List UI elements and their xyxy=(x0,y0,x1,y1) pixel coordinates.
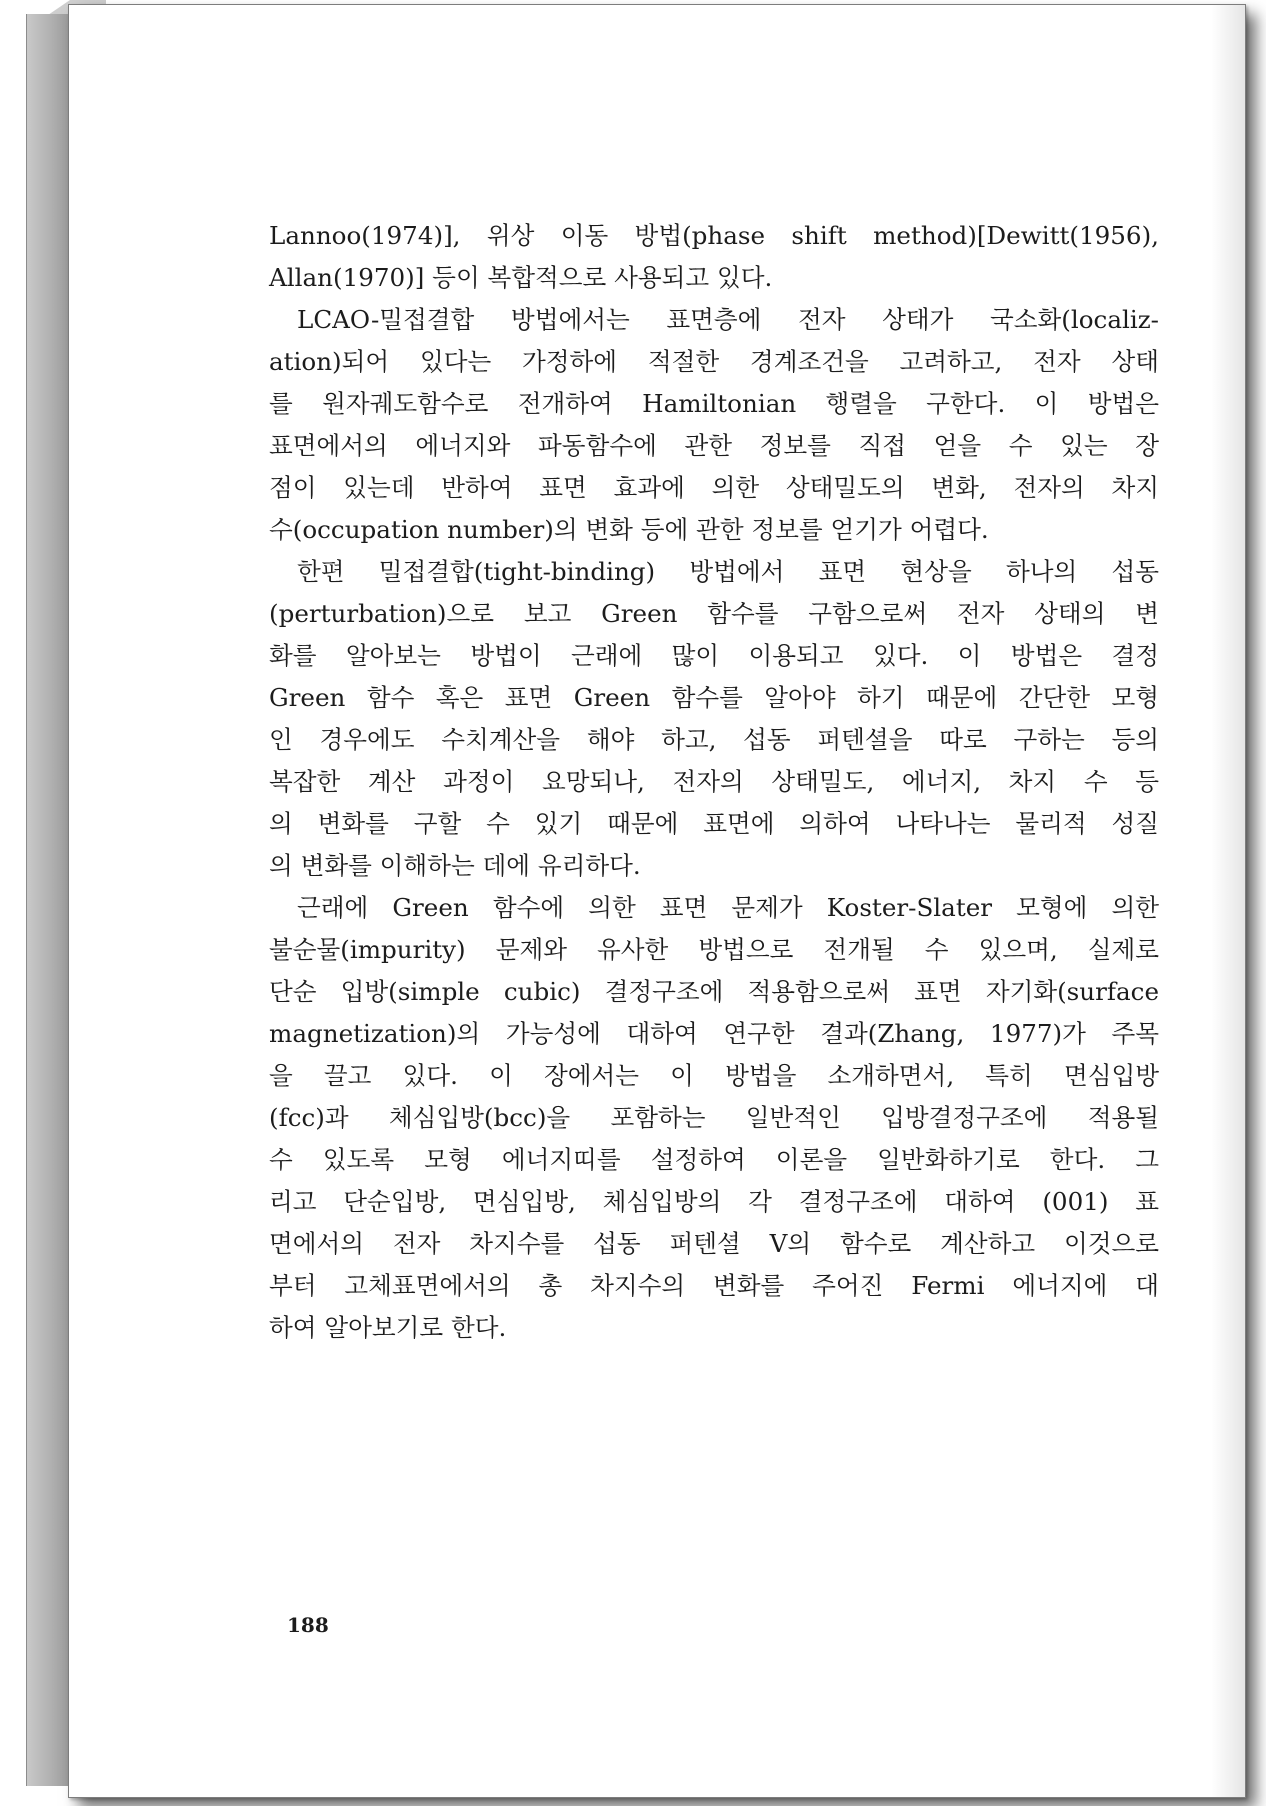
text-line: 점이 있는데 반하여 표면 효과에 의한 상태밀도의 변화, 전자의 차지 xyxy=(269,473,1159,502)
page-gutter-shade xyxy=(1211,5,1245,1797)
text-line: Allan(1970)] 등이 복합적으로 사용되고 있다. xyxy=(269,263,773,292)
text-line: LCAO-밀접결합 방법에서는 표면층에 전자 상태가 국소화(localiz- xyxy=(297,305,1159,334)
text-line: (perturbation)으로 보고 Green 함수를 구함으로써 전자 상태의 변 xyxy=(269,599,1159,628)
text-line: Lannoo(1974)], 위상 이동 방법(phase shift method)[Dewitt(1956), xyxy=(269,221,1159,250)
page-number: 188 xyxy=(287,1613,329,1637)
text-line: 단순 입방(simple cubic) 결정구조에 적용함으로써 표면 자기화(surface xyxy=(269,977,1159,1006)
text-line: 리고 단순입방, 면심입방, 체심입방의 각 결정구조에 대하여 (001) 표 xyxy=(269,1187,1159,1216)
book-spine-edge xyxy=(26,14,71,1786)
text-line: 을 끌고 있다. 이 장에서는 이 방법을 소개하면서, 특히 면심입방 xyxy=(269,1061,1159,1090)
book-page xyxy=(68,4,1246,1798)
text-line: 부터 고체표면에서의 총 차지수의 변화를 주어진 Fermi 에너지에 대 xyxy=(269,1271,1159,1300)
text-line: 수(occupation number)의 변화 등에 관한 정보를 얻기가 어렵다. xyxy=(269,515,989,544)
text-line: 한편 밀접결합(tight-binding) 방법에서 표면 현상을 하나의 섭동 xyxy=(297,557,1159,586)
text-line: 복잡한 계산 과정이 요망되나, 전자의 상태밀도, 에너지, 차지 수 등 xyxy=(269,767,1159,796)
text-line: 수 있도록 모형 에너지띠를 설정하여 이론을 일반화하기로 한다. 그 xyxy=(269,1145,1159,1174)
body-text xyxy=(269,215,1159,1349)
text-line: 표면에서의 에너지와 파동함수에 관한 정보를 직접 얻을 수 있는 장 xyxy=(269,431,1159,460)
text-line: 불순물(impurity) 문제와 유사한 방법으로 전개될 수 있으며, 실제로 xyxy=(269,935,1159,964)
text-line: 근래에 Green 함수에 의한 표면 문제가 Koster-Slater 모형에 의한 xyxy=(297,893,1159,922)
text-line: 의 변화를 구할 수 있기 때문에 표면에 의하여 나타나는 물리적 성질 xyxy=(269,809,1159,838)
text-line: 를 원자궤도함수로 전개하여 Hamiltonian 행렬을 구한다. 이 방법은 xyxy=(269,389,1159,418)
text-line: 하여 알아보기로 한다. xyxy=(269,1313,507,1342)
text-line: (fcc)과 체심입방(bcc)을 포함하는 일반적인 입방결정구조에 적용될 xyxy=(269,1103,1159,1132)
text-line: 면에서의 전자 차지수를 섭동 퍼텐셜 V의 함수로 계산하고 이것으로 xyxy=(269,1229,1159,1258)
text-line: 의 변화를 이해하는 데에 유리하다. xyxy=(269,851,641,880)
text-line: magnetization)의 가능성에 대하여 연구한 결과(Zhang, 1977)가 주목 xyxy=(269,1019,1159,1048)
text-line: ation)되어 있다는 가정하에 적절한 경계조건을 고려하고, 전자 상태 xyxy=(269,347,1159,376)
text-line: Green 함수 혹은 표면 Green 함수를 알아야 하기 때문에 간단한 모형 xyxy=(269,683,1159,712)
text-line: 화를 알아보는 방법이 근래에 많이 이용되고 있다. 이 방법은 결정 xyxy=(269,641,1159,670)
text-line: 인 경우에도 수치계산을 해야 하고, 섭동 퍼텐셜을 따로 구하는 등의 xyxy=(269,725,1159,754)
